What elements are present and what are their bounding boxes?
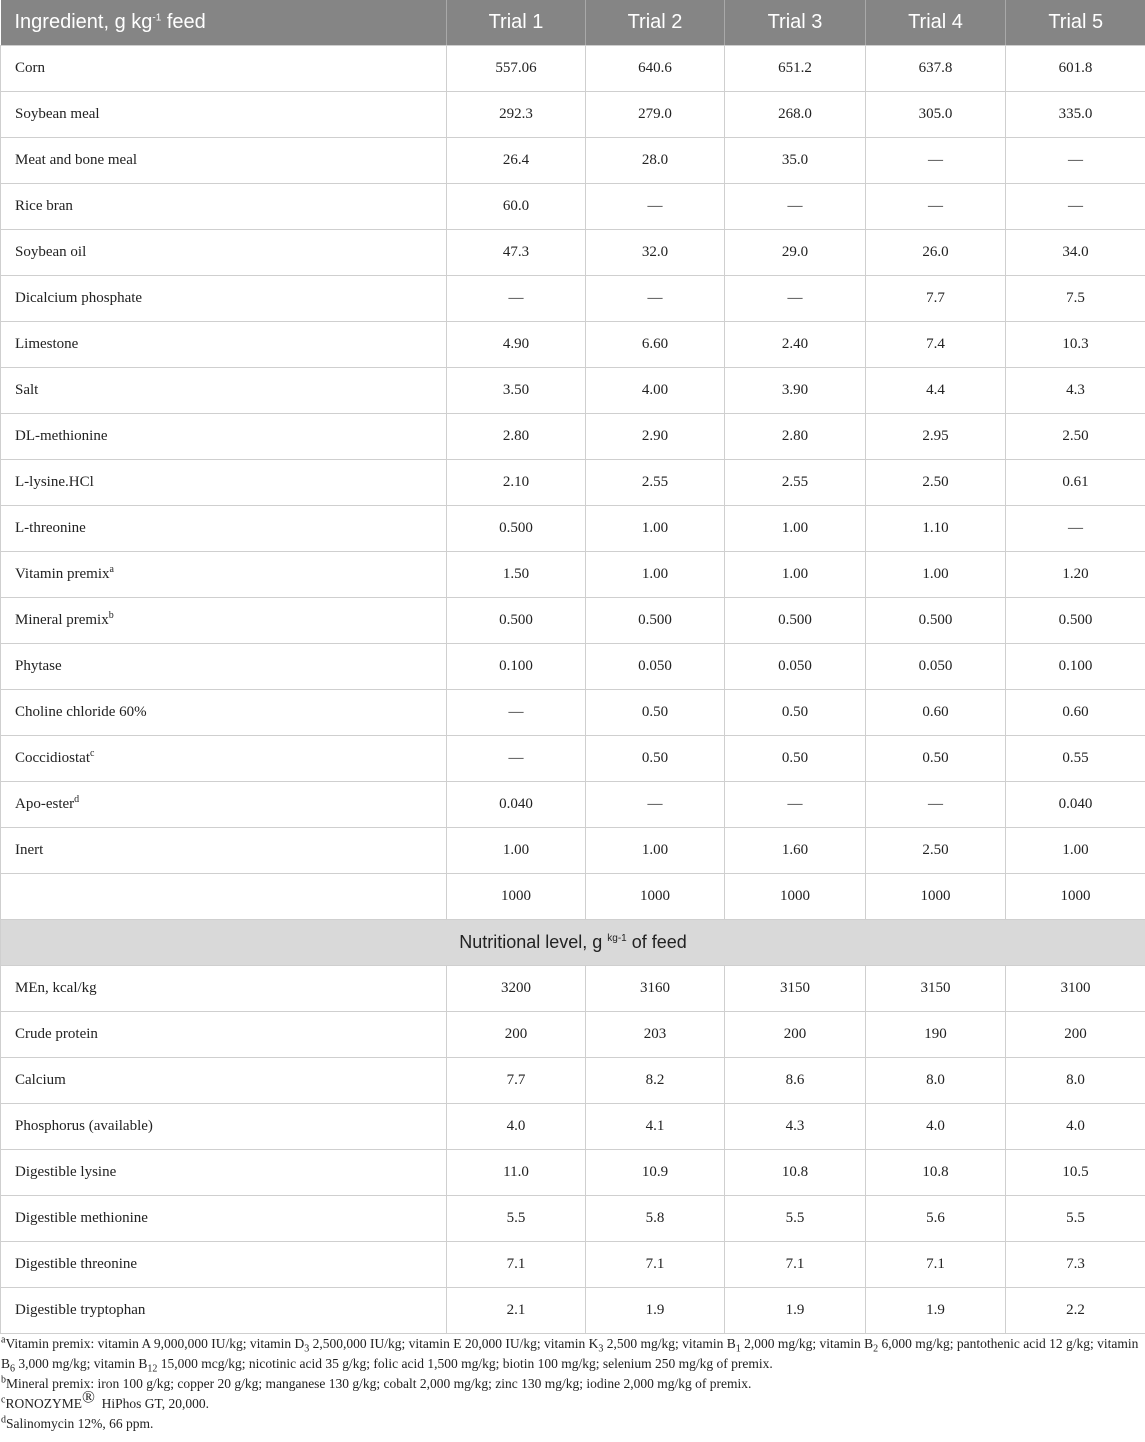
value-cell: 34.0 [1006, 230, 1145, 276]
value-cell: 4.3 [725, 1104, 866, 1150]
value-cell: 601.8 [1006, 46, 1145, 92]
value-cell: — [866, 782, 1006, 828]
value-cell: 3200 [447, 966, 586, 1012]
value-cell: 190 [866, 1012, 1006, 1058]
row-label: MEn, kcal/kg [1, 966, 447, 1012]
value-cell: 3150 [866, 966, 1006, 1012]
value-cell: 2.80 [725, 414, 866, 460]
value-cell: 4.0 [866, 1104, 1006, 1150]
value-cell: 2.50 [866, 460, 1006, 506]
value-cell: 6.60 [586, 322, 725, 368]
value-cell: 3100 [1006, 966, 1145, 1012]
value-cell: 335.0 [1006, 92, 1145, 138]
value-cell: 0.61 [1006, 460, 1145, 506]
value-cell: 1.60 [725, 828, 866, 874]
value-cell: 0.500 [447, 598, 586, 644]
ingredient-row [1, 598, 1145, 644]
value-cell: 1.00 [586, 552, 725, 598]
value-cell: — [866, 184, 1006, 230]
value-cell: 1.00 [586, 506, 725, 552]
value-cell: 0.500 [586, 598, 725, 644]
value-cell: 60.0 [447, 184, 586, 230]
ingredient-row [1, 322, 1145, 368]
row-label: DL-methionine [1, 414, 447, 460]
ingredient-row [1, 368, 1145, 414]
value-cell: 7.4 [866, 322, 1006, 368]
row-label: Soybean oil [1, 230, 447, 276]
value-cell: 10.9 [586, 1150, 725, 1196]
value-cell: 2.50 [866, 828, 1006, 874]
nutrition-row [1, 1058, 1145, 1104]
value-cell: 10.8 [866, 1150, 1006, 1196]
value-cell: 3160 [586, 966, 725, 1012]
value-cell: 279.0 [586, 92, 725, 138]
value-cell: 292.3 [447, 92, 586, 138]
value-cell: 3.50 [447, 368, 586, 414]
value-cell: 1.00 [725, 552, 866, 598]
value-cell: 0.100 [1006, 644, 1145, 690]
ingredient-rows [1, 46, 1145, 920]
value-cell: 2.90 [586, 414, 725, 460]
value-cell: 0.040 [1006, 782, 1145, 828]
value-cell: 1.00 [866, 552, 1006, 598]
row-label: Digestible threonine [1, 1242, 447, 1288]
value-cell: 2.40 [725, 322, 866, 368]
value-cell: 1.00 [725, 506, 866, 552]
value-cell: 4.00 [586, 368, 725, 414]
row-label: Corn [1, 46, 447, 92]
ingredient-row [1, 552, 1145, 598]
value-cell: 2.2 [1006, 1288, 1145, 1334]
ingredient-row [1, 874, 1145, 920]
value-cell: 4.3 [1006, 368, 1145, 414]
value-cell: 2.10 [447, 460, 586, 506]
row-label: Calcium [1, 1058, 447, 1104]
value-cell: 637.8 [866, 46, 1006, 92]
ingredient-row [1, 184, 1145, 230]
table-footnotes [0, 1334, 1141, 1434]
row-label [1, 874, 447, 920]
value-cell: 8.6 [725, 1058, 866, 1104]
value-cell: 4.90 [447, 322, 586, 368]
row-label: Phytase [1, 644, 447, 690]
value-cell: 0.100 [447, 644, 586, 690]
value-cell: — [1006, 184, 1145, 230]
value-cell: — [725, 184, 866, 230]
value-cell: 1.9 [866, 1288, 1006, 1334]
value-cell: 7.7 [447, 1058, 586, 1104]
value-cell: 268.0 [725, 92, 866, 138]
value-cell: 7.1 [725, 1242, 866, 1288]
nutrition-row [1, 1150, 1145, 1196]
value-cell: — [447, 736, 586, 782]
value-cell: 11.0 [447, 1150, 586, 1196]
value-cell: 26.4 [447, 138, 586, 184]
ingredient-column-header: Ingredient, g $kg^{-1}$ feed [1, 0, 447, 46]
value-cell: — [586, 276, 725, 322]
value-cell: 7.3 [1006, 1242, 1145, 1288]
row-label: Phosphorus (available) [1, 1104, 447, 1150]
trial-column-header: Trial 2 [586, 0, 725, 46]
value-cell: 0.050 [866, 644, 1006, 690]
value-cell: 10.8 [725, 1150, 866, 1196]
value-cell: 4.0 [447, 1104, 586, 1150]
value-cell: 3150 [725, 966, 866, 1012]
value-cell: 10.3 [1006, 322, 1145, 368]
value-cell: 0.500 [725, 598, 866, 644]
row-label: Vitamin premix$^a$ [1, 552, 447, 598]
value-cell: 1000 [725, 874, 866, 920]
value-cell: 0.050 [586, 644, 725, 690]
value-cell: 26.0 [866, 230, 1006, 276]
value-cell: — [1006, 506, 1145, 552]
row-label: Limestone [1, 322, 447, 368]
value-cell: 0.50 [725, 736, 866, 782]
value-cell: 5.6 [866, 1196, 1006, 1242]
value-cell: 2.50 [1006, 414, 1145, 460]
row-label: Mineral premix$^b$ [1, 598, 447, 644]
value-cell: — [725, 276, 866, 322]
trial-column-header: Trial 4 [866, 0, 1006, 46]
value-cell: 0.50 [725, 690, 866, 736]
ingredient-row [1, 276, 1145, 322]
row-label: Rice bran [1, 184, 447, 230]
footnote-b: $^b$Mineral premix: iron 100 g/kg; copper 20 g/kg; manganese 130 g/kg; cobalt 2,000 mg/kg; zinc 130 mg/kg; iodine 2,000 mg/kg of premix. [1, 1374, 752, 1391]
value-cell: — [586, 184, 725, 230]
ingredient-row [1, 828, 1145, 874]
value-cell: 0.500 [866, 598, 1006, 644]
registered-mark: ® [81, 1387, 95, 1407]
value-cell: 640.6 [586, 46, 725, 92]
value-cell: 7.1 [866, 1242, 1006, 1288]
nutrition-rows [1, 966, 1145, 1334]
value-cell: 7.1 [447, 1242, 586, 1288]
ingredient-row [1, 138, 1145, 184]
ingredient-row [1, 690, 1145, 736]
value-cell: 0.60 [866, 690, 1006, 736]
row-label: L-threonine [1, 506, 447, 552]
value-cell: 1.50 [447, 552, 586, 598]
row-label: Choline chloride 60% [1, 690, 447, 736]
row-label: Salt [1, 368, 447, 414]
value-cell: 0.500 [447, 506, 586, 552]
ingredient-row [1, 460, 1145, 506]
row-label: Digestible tryptophan [1, 1288, 447, 1334]
footnote-marker: a [109, 564, 114, 575]
value-cell: 4.1 [586, 1104, 725, 1150]
value-cell: 8.2 [586, 1058, 725, 1104]
row-label: Inert [1, 828, 447, 874]
ingredient-row [1, 644, 1145, 690]
value-cell: — [1006, 138, 1145, 184]
ingredient-row [1, 506, 1145, 552]
value-cell: 651.2 [725, 46, 866, 92]
value-cell: 305.0 [866, 92, 1006, 138]
value-cell: — [447, 690, 586, 736]
value-cell: — [725, 782, 866, 828]
row-label: Coccidiostat$^c$ [1, 736, 447, 782]
value-cell: 0.60 [1006, 690, 1145, 736]
value-cell: 0.50 [586, 736, 725, 782]
value-cell: 32.0 [586, 230, 725, 276]
ingredient-row [1, 736, 1145, 782]
value-cell: 5.5 [447, 1196, 586, 1242]
nutrition-row [1, 1288, 1145, 1334]
value-cell: 2.55 [586, 460, 725, 506]
value-cell: 1.00 [586, 828, 725, 874]
value-cell: 29.0 [725, 230, 866, 276]
value-cell: 2.55 [725, 460, 866, 506]
value-cell: 3.90 [725, 368, 866, 414]
value-cell: 0.55 [1006, 736, 1145, 782]
row-label: L-lysine.HCl [1, 460, 447, 506]
value-cell: 203 [586, 1012, 725, 1058]
value-cell: 557.06 [447, 46, 586, 92]
row-label: Dicalcium phosphate [1, 276, 447, 322]
row-label: Digestible methionine [1, 1196, 447, 1242]
value-cell: 7.1 [586, 1242, 725, 1288]
value-cell: 0.040 [447, 782, 586, 828]
value-cell: 5.8 [586, 1196, 725, 1242]
row-label: Crude protein [1, 1012, 447, 1058]
value-cell: 2.95 [866, 414, 1006, 460]
footnote-d: $^d$Salinomycin 12%, 66 ppm. [1, 1414, 154, 1431]
trial-column-header: Trial 5 [1006, 0, 1145, 46]
value-cell: 1.00 [447, 828, 586, 874]
value-cell: 1.20 [1006, 552, 1145, 598]
ingredient-row [1, 782, 1145, 828]
value-cell: 1.9 [586, 1288, 725, 1334]
value-cell: — [866, 138, 1006, 184]
value-cell: 1.00 [1006, 828, 1145, 874]
value-cell: 1.9 [725, 1288, 866, 1334]
value-cell: 28.0 [586, 138, 725, 184]
value-cell: 0.050 [725, 644, 866, 690]
value-cell: 7.7 [866, 276, 1006, 322]
value-cell: 2.1 [447, 1288, 586, 1334]
row-label: Apo-ester$^d$ [1, 782, 447, 828]
footnote-a: $^a$Vitamin premix: vitamin A 9,000,000 IU/kg; vitamin $D_3$ 2,500,000 IU/kg; vitamin E 20,000 IU/kg; vitamin $K_3$ 2,500 mg/kg; vitamin $B_1$ 2,000 mg/kg; vitamin $B_2$ 6,000 mg/kg; pantothenic acid 12 g/kg; vitamin $B_6$ 3,000 mg/kg; vitamin $B_{12}$ 15,000 mcg/kg; nicotinic acid 35 g/kg; folic acid 1,500 mg/kg; biotin 100 mg/kg; selenium 250 mg/kg of premix. [1, 1334, 1139, 1375]
value-cell: 5.5 [1006, 1196, 1145, 1242]
value-cell: 1.10 [866, 506, 1006, 552]
footnote-marker: b [108, 610, 114, 621]
value-cell: 0.500 [1006, 598, 1145, 644]
value-cell: 1000 [866, 874, 1006, 920]
nutrition-row [1, 1012, 1145, 1058]
nutrition-row [1, 966, 1145, 1012]
value-cell: — [586, 782, 725, 828]
value-cell: 35.0 [725, 138, 866, 184]
trial-column-header: Trial 3 [725, 0, 866, 46]
nutrition-row [1, 1196, 1145, 1242]
value-cell: 1000 [586, 874, 725, 920]
value-cell: 0.50 [586, 690, 725, 736]
row-label: Digestible lysine [1, 1150, 447, 1196]
ingredient-row [1, 46, 1145, 92]
value-cell: 200 [447, 1012, 586, 1058]
footnote-c: $^c$RONOZYME® HiPhos GT, 20,000. [1, 1387, 210, 1411]
value-cell: 0.50 [866, 736, 1006, 782]
value-cell: 200 [1006, 1012, 1145, 1058]
value-cell: — [447, 276, 586, 322]
row-label: Soybean meal [1, 92, 447, 138]
value-cell: 4.0 [1006, 1104, 1145, 1150]
row-label: Meat and bone meal [1, 138, 447, 184]
value-cell: 200 [725, 1012, 866, 1058]
footnote-marker: c [90, 748, 95, 759]
nutrition-row [1, 1104, 1145, 1150]
nutrition-row [1, 1242, 1145, 1288]
nutrition-section-header [1, 920, 1145, 966]
value-cell: 1000 [447, 874, 586, 920]
ingredient-row [1, 230, 1145, 276]
value-cell: 5.5 [725, 1196, 866, 1242]
table-header-row [1, 0, 1145, 46]
nutrition-section-title: Nutritional level, g $^{kg-1}$ of feed [1, 920, 1145, 966]
ingredient-row [1, 92, 1145, 138]
ingredient-row [1, 414, 1145, 460]
value-cell: 7.5 [1006, 276, 1145, 322]
value-cell: 1000 [1006, 874, 1145, 920]
value-cell: 8.0 [1006, 1058, 1145, 1104]
value-cell: 2.80 [447, 414, 586, 460]
footnote-marker: d [74, 794, 80, 805]
nutrition-section [1, 920, 1145, 966]
value-cell: 4.4 [866, 368, 1006, 414]
value-cell: 47.3 [447, 230, 586, 276]
value-cell: 10.5 [1006, 1150, 1145, 1196]
value-cell: 8.0 [866, 1058, 1006, 1104]
trial-column-header: Trial 1 [447, 0, 586, 46]
